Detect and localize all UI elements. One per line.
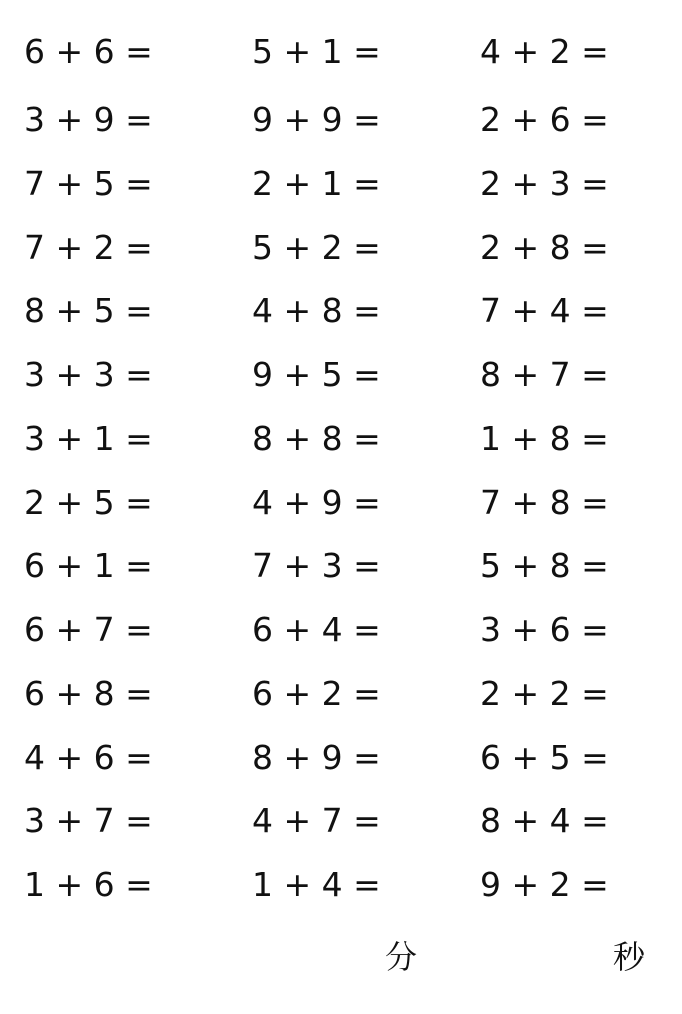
problem-c3-r4: 2 + 8 = — [480, 228, 609, 267]
problem-c1-r10: 6 + 7 = — [24, 610, 153, 649]
problem-c3-r12: 6 + 5 = — [480, 738, 609, 777]
problem-c1-r2: 3 + 9 = — [24, 100, 153, 139]
problem-c1-r4: 7 + 2 = — [24, 228, 153, 267]
problem-c3-r3: 2 + 3 = — [480, 164, 609, 203]
problem-c1-r13: 3 + 7 = — [24, 801, 153, 840]
problem-c2-r2: 9 + 9 = — [252, 100, 381, 139]
problem-c3-r1: 4 + 2 = — [480, 32, 609, 71]
problem-c2-r1: 5 + 1 = — [252, 32, 381, 71]
problem-c2-r8: 4 + 9 = — [252, 483, 381, 522]
problem-c2-r13: 4 + 7 = — [252, 801, 381, 840]
problem-c3-r14: 9 + 2 = — [480, 865, 609, 904]
problem-c2-r3: 2 + 1 = — [252, 164, 381, 203]
problem-c3-r2: 2 + 6 = — [480, 100, 609, 139]
problem-c3-r13: 8 + 4 = — [480, 801, 609, 840]
problem-c1-r7: 3 + 1 = — [24, 419, 153, 458]
seconds-label: 秒 — [613, 938, 646, 976]
problem-c1-r1: 6 + 6 = — [24, 32, 153, 71]
problem-c1-r12: 4 + 6 = — [24, 738, 153, 777]
problem-c3-r7: 1 + 8 = — [480, 419, 609, 458]
problem-c1-r14: 1 + 6 = — [24, 865, 153, 904]
problem-c3-r10: 3 + 6 = — [480, 610, 609, 649]
problem-c1-r11: 6 + 8 = — [24, 674, 153, 713]
problem-c1-r6: 3 + 3 = — [24, 355, 153, 394]
problem-c2-r6: 9 + 5 = — [252, 355, 381, 394]
problem-c2-r11: 6 + 2 = — [252, 674, 381, 713]
problem-c3-r11: 2 + 2 = — [480, 674, 609, 713]
problem-c2-r5: 4 + 8 = — [252, 291, 381, 330]
problem-c3-r5: 7 + 4 = — [480, 291, 609, 330]
problem-c2-r12: 8 + 9 = — [252, 738, 381, 777]
problem-c2-r10: 6 + 4 = — [252, 610, 381, 649]
problem-c2-r9: 7 + 3 = — [252, 546, 381, 585]
problem-c2-r14: 1 + 4 = — [252, 865, 381, 904]
minutes-label: 分 — [385, 938, 418, 976]
problem-c1-r9: 6 + 1 = — [24, 546, 153, 585]
problem-c3-r6: 8 + 7 = — [480, 355, 609, 394]
problem-c1-r8: 2 + 5 = — [24, 483, 153, 522]
problem-c2-r4: 5 + 2 = — [252, 228, 381, 267]
problem-c1-r5: 8 + 5 = — [24, 291, 153, 330]
problem-c3-r8: 7 + 8 = — [480, 483, 609, 522]
problem-c3-r9: 5 + 8 = — [480, 546, 609, 585]
problem-c1-r3: 7 + 5 = — [24, 164, 153, 203]
problem-c2-r7: 8 + 8 = — [252, 419, 381, 458]
